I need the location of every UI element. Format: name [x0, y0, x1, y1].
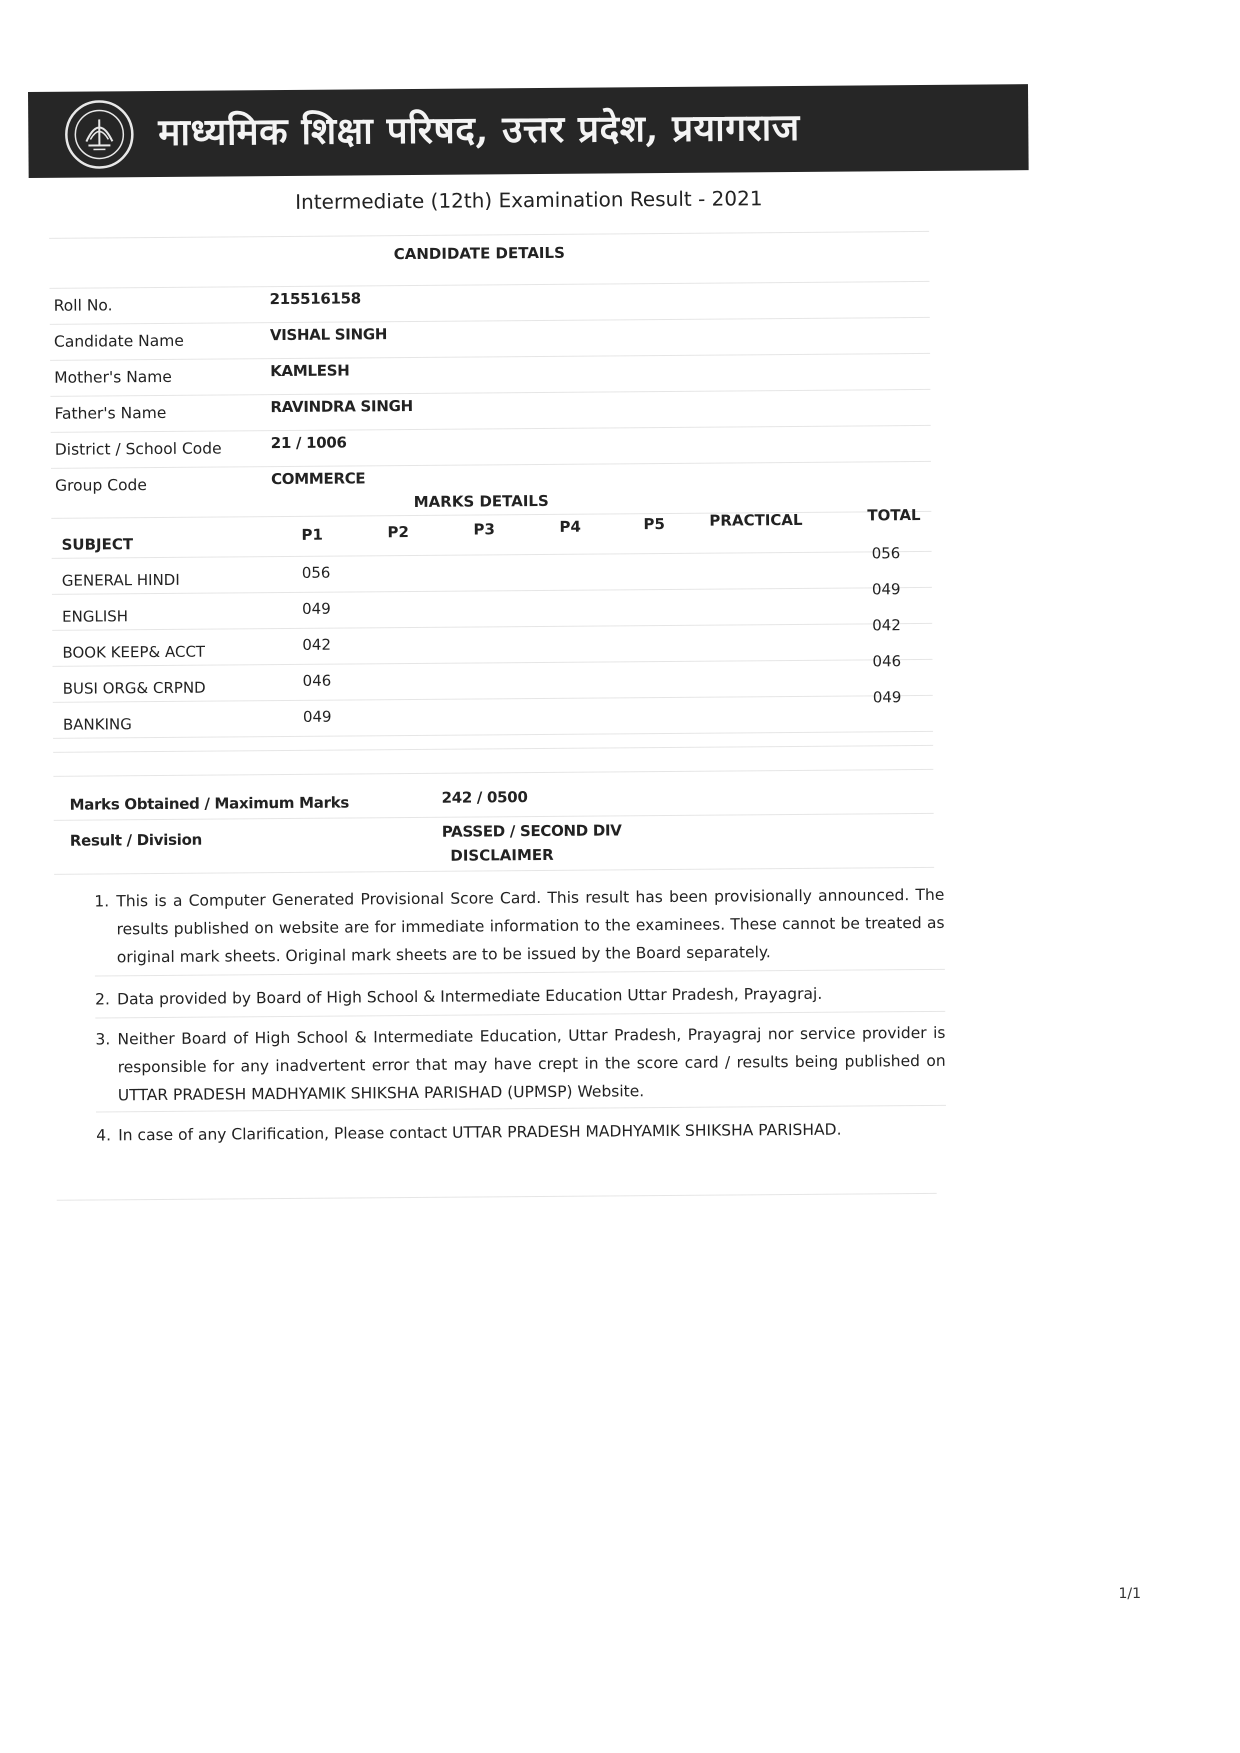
- p1-cell: 049: [302, 707, 332, 726]
- result-division-value: PASSED / SECOND DIV: [441, 821, 622, 841]
- marks-obtained-value: 242 / 0500: [441, 788, 528, 807]
- total-cell: 046: [872, 652, 902, 671]
- father-name-value: RAVINDRA SINGH: [270, 396, 413, 417]
- divider: [54, 813, 934, 821]
- divider: [50, 353, 930, 361]
- marks-details-heading: MARKS DETAILS: [413, 491, 549, 511]
- marks-obtained-label: Marks Obtained / Maximum Marks: [69, 793, 350, 814]
- father-name-label: Father's Name: [54, 403, 167, 423]
- disclaimer-number: 2.: [95, 990, 110, 1009]
- divider: [54, 867, 934, 875]
- page-number: 1/1: [1118, 1586, 1141, 1602]
- divider: [57, 1193, 937, 1201]
- up-government-emblem-icon: [64, 99, 135, 170]
- divider: [50, 389, 930, 397]
- col-total-header: TOTAL: [867, 506, 921, 525]
- roll-no-label: Roll No.: [53, 296, 113, 315]
- disclaimer-item: [95, 979, 945, 1014]
- divider: [50, 317, 930, 325]
- col-p3-header: P3: [473, 520, 495, 539]
- col-p2-header: P2: [387, 523, 409, 542]
- candidate-name-value: VISHAL SINGH: [269, 325, 388, 345]
- p1-cell: 049: [301, 599, 331, 618]
- p1-cell: 056: [301, 563, 331, 582]
- total-cell: 042: [872, 616, 901, 635]
- disclaimer-number: 3.: [95, 1030, 111, 1049]
- candidate-details-heading: CANDIDATE DETAILS: [393, 243, 565, 264]
- board-title: माध्यमिक शिक्षा परिषद, उत्तर प्रदेश, प्रयागराज: [158, 104, 800, 154]
- mother-name-value: KAMLESH: [270, 361, 350, 381]
- p1-cell: 042: [302, 635, 332, 654]
- roll-no-value: 215516158: [269, 289, 361, 309]
- divider: [52, 623, 932, 631]
- disclaimer-number: 1.: [94, 892, 110, 911]
- subject-cell: BUSI ORG& CRPND: [62, 678, 206, 698]
- mother-name-label: Mother's Name: [54, 367, 172, 387]
- divider: [53, 731, 933, 739]
- district-school-code-label: District / School Code: [54, 439, 222, 459]
- divider: [51, 461, 931, 469]
- total-cell: 056: [871, 544, 901, 563]
- header-banner: [28, 84, 1029, 178]
- disclaimer-item: [96, 1115, 946, 1150]
- exam-result-title: Intermediate (12th) Examination Result - 2021: [295, 186, 763, 214]
- col-p1-header: P1: [301, 525, 323, 544]
- group-code-value: COMMERCE: [270, 469, 366, 489]
- total-cell: 049: [872, 688, 902, 707]
- subject-cell: BANKING: [62, 715, 132, 734]
- divider: [53, 745, 933, 753]
- disclaimer-item: [95, 1019, 946, 1110]
- subject-cell: GENERAL HINDI: [61, 570, 180, 590]
- disclaimer-heading: DISCLAIMER: [450, 845, 554, 865]
- p1-cell: 046: [302, 671, 332, 690]
- col-practical-header: PRACTICAL: [709, 510, 803, 530]
- disclaimer-text: This is a Computer Generated Provisional Score Card. This result has been provisionally announced. The results published on website are for immediate information to the examinees. These cannot be treated as original mark sheets. Original mark sheets are to be issued by the Board separately.: [116, 885, 945, 967]
- disclaimer-item: [94, 881, 945, 972]
- subject-cell: ENGLISH: [62, 607, 129, 626]
- divider: [52, 587, 932, 595]
- col-p4-header: P4: [559, 517, 581, 536]
- divider: [50, 281, 930, 289]
- district-school-code-value: 21 / 1006: [270, 433, 347, 453]
- disclaimer-text: Data provided by Board of High School & Intermediate Education Uttar Pradesh, Prayagraj.: [117, 984, 823, 1009]
- divider: [53, 769, 933, 777]
- candidate-name-label: Candidate Name: [53, 331, 184, 351]
- disclaimer-number: 4.: [96, 1126, 112, 1145]
- col-p5-header: P5: [643, 515, 665, 534]
- divider: [52, 551, 932, 559]
- disclaimer-text: Neither Board of High School & Intermediate Education, Uttar Pradesh, Prayagraj nor service provider is responsible for any inadvertent error that may have crept in the score card / results being published on UTTAR PRADESH MADHYAMIK SHIKSHA PARISHAD (UPMSP) Website.: [117, 1023, 946, 1105]
- disclaimer-text: In case of any Clarification, Please contact UTTAR PRADESH MADHYAMIK SHIKSHA PARISHAD.: [118, 1120, 842, 1145]
- group-code-label: Group Code: [55, 476, 147, 495]
- divider: [49, 231, 929, 239]
- divider: [51, 425, 931, 433]
- result-sheet: [28, 84, 1077, 1272]
- subject-cell: BOOK KEEP& ACCT: [62, 642, 206, 662]
- result-division-label: Result / Division: [69, 830, 202, 850]
- col-subject-header: SUBJECT: [61, 535, 134, 554]
- total-cell: 049: [871, 580, 901, 599]
